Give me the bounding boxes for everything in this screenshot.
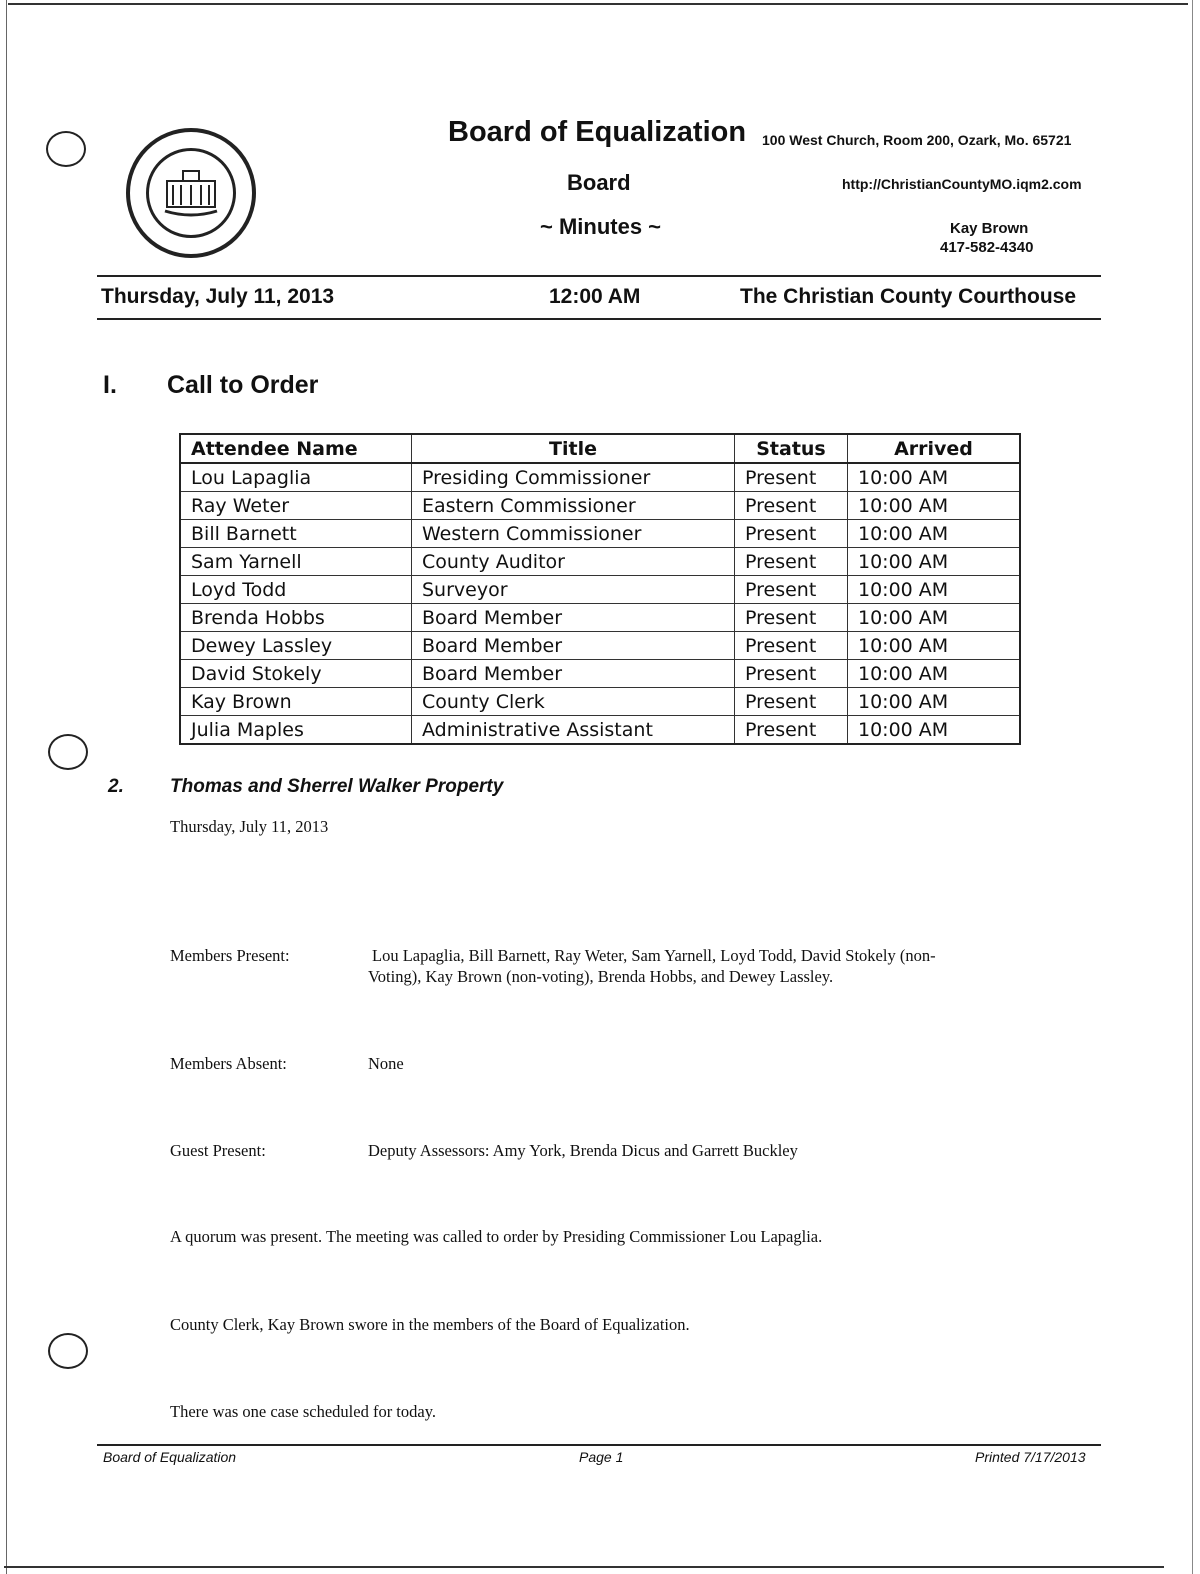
meeting-location: The Christian County Courthouse: [740, 285, 1076, 308]
title-cell: Western Commissioner: [412, 520, 735, 548]
status-cell: Present: [735, 576, 848, 604]
status-cell: Present: [735, 716, 848, 745]
status-cell: Present: [735, 660, 848, 688]
table-row: [180, 576, 1020, 604]
attendee-name-cell: Kay Brown: [180, 688, 412, 716]
attendee-name-cell: David Stokely: [180, 660, 412, 688]
table-row: [180, 716, 1020, 745]
attendee-table: [179, 433, 1021, 745]
title-cell: Board Member: [412, 660, 735, 688]
status-cell: Present: [735, 520, 848, 548]
meeting-time: 12:00 AM: [549, 285, 641, 308]
arrived-cell: 10:00 AM: [848, 520, 1021, 548]
status-cell: Present: [735, 688, 848, 716]
table-row: [180, 492, 1020, 520]
footer-printed-date: Printed 7/17/2013: [975, 1449, 1086, 1465]
guest-present-value: Deputy Assessors: Amy York, Brenda Dicus and Garrett Buckley: [368, 1141, 798, 1160]
column-header-title: Title: [412, 434, 735, 463]
attendee-name-cell: Lou Lapaglia: [180, 463, 412, 492]
binder-hole: [48, 734, 88, 770]
table-row: [180, 660, 1020, 688]
arrived-cell: 10:00 AM: [848, 632, 1021, 660]
section-title: Call to Order: [167, 371, 319, 399]
status-cell: Present: [735, 548, 848, 576]
column-header-status: Status: [735, 434, 848, 463]
title-cell: Board Member: [412, 632, 735, 660]
title-cell: Eastern Commissioner: [412, 492, 735, 520]
arrived-cell: 10:00 AM: [848, 716, 1021, 745]
page-edge-top: [8, 3, 1188, 5]
table-header-row: [180, 434, 1020, 463]
table-row: [180, 463, 1020, 492]
arrived-cell: 10:00 AM: [848, 548, 1021, 576]
footer-board-name: Board of Equalization: [103, 1449, 237, 1465]
item-date: Thursday, July 11, 2013: [170, 817, 329, 836]
page-edge-right: [1192, 0, 1193, 1574]
county-seal-logo: [126, 128, 256, 258]
column-header-arrived: Arrived: [848, 434, 1021, 463]
binder-hole: [46, 131, 86, 167]
arrived-cell: 10:00 AM: [848, 576, 1021, 604]
arrived-cell: 10:00 AM: [848, 660, 1021, 688]
board-subtitle: Board: [567, 170, 631, 195]
item-number: 2.: [108, 776, 124, 797]
document-type: ~ Minutes ~: [540, 214, 662, 239]
attendee-name-cell: Loyd Todd: [180, 576, 412, 604]
title-cell: County Clerk: [412, 688, 735, 716]
status-cell: Present: [735, 463, 848, 492]
table-row: [180, 520, 1020, 548]
title-cell: Presiding Commissioner: [412, 463, 735, 492]
table-row: [180, 548, 1020, 576]
table-row: [180, 688, 1020, 716]
contact-phone: 417-582-4340: [940, 239, 1034, 256]
table-row: [180, 632, 1020, 660]
page-edge-left: [6, 0, 7, 1574]
office-address: 100 West Church, Room 200, Ozark, Mo. 65721: [762, 132, 1072, 148]
header-rule-top: [97, 275, 1101, 277]
case-count-paragraph: There was one case scheduled for today.: [170, 1402, 437, 1421]
attendee-name-cell: Julia Maples: [180, 716, 412, 745]
members-present-label: Members Present:: [170, 946, 290, 965]
swearing-in-paragraph: County Clerk, Kay Brown swore in the members of the Board of Equalization.: [170, 1315, 690, 1334]
website-url: http://ChristianCountyMO.iqm2.com: [842, 176, 1082, 192]
binder-hole: [48, 1333, 88, 1369]
arrived-cell: 10:00 AM: [848, 604, 1021, 632]
county-seal-inner-ring: [146, 148, 236, 238]
footer-rule: [97, 1444, 1101, 1446]
status-cell: Present: [735, 632, 848, 660]
footer-page-number: Page 1: [579, 1449, 624, 1465]
title-cell: Administrative Assistant: [412, 716, 735, 745]
meeting-date: Thursday, July 11, 2013: [101, 285, 335, 308]
courthouse-icon: [149, 151, 233, 235]
quorum-paragraph: A quorum was present. The meeting was called to order by Presiding Commissioner Lou Lapaglia.: [170, 1227, 823, 1246]
attendee-name-cell: Sam Yarnell: [180, 548, 412, 576]
title-cell: Board Member: [412, 604, 735, 632]
attendee-name-cell: Dewey Lassley: [180, 632, 412, 660]
header-rule-bottom: [97, 318, 1101, 320]
status-cell: Present: [735, 604, 848, 632]
title-cell: Surveyor: [412, 576, 735, 604]
members-present-line1: Lou Lapaglia, Bill Barnett, Ray Weter, Sam Yarnell, Loyd Todd, David Stokely (non-: [372, 946, 936, 965]
members-absent-value: None: [368, 1054, 404, 1073]
arrived-cell: 10:00 AM: [848, 463, 1021, 492]
item-title: Thomas and Sherrel Walker Property: [170, 776, 504, 797]
attendee-name-cell: Brenda Hobbs: [180, 604, 412, 632]
arrived-cell: 10:00 AM: [848, 492, 1021, 520]
table-row: [180, 604, 1020, 632]
members-present-line2: Voting), Kay Brown (non-voting), Brenda Hobbs, and Dewey Lassley.: [368, 967, 834, 986]
section-number: I.: [103, 371, 117, 399]
members-absent-label: Members Absent:: [170, 1054, 287, 1073]
attendee-name-cell: Bill Barnett: [180, 520, 412, 548]
arrived-cell: 10:00 AM: [848, 688, 1021, 716]
contact-name: Kay Brown: [950, 220, 1029, 237]
page-edge-bottom: [4, 1566, 1164, 1568]
title-cell: County Auditor: [412, 548, 735, 576]
column-header-attendee: Attendee Name: [180, 434, 412, 463]
guest-present-label: Guest Present:: [170, 1141, 266, 1160]
document-title: Board of Equalization: [448, 116, 747, 148]
status-cell: Present: [735, 492, 848, 520]
attendee-name-cell: Ray Weter: [180, 492, 412, 520]
